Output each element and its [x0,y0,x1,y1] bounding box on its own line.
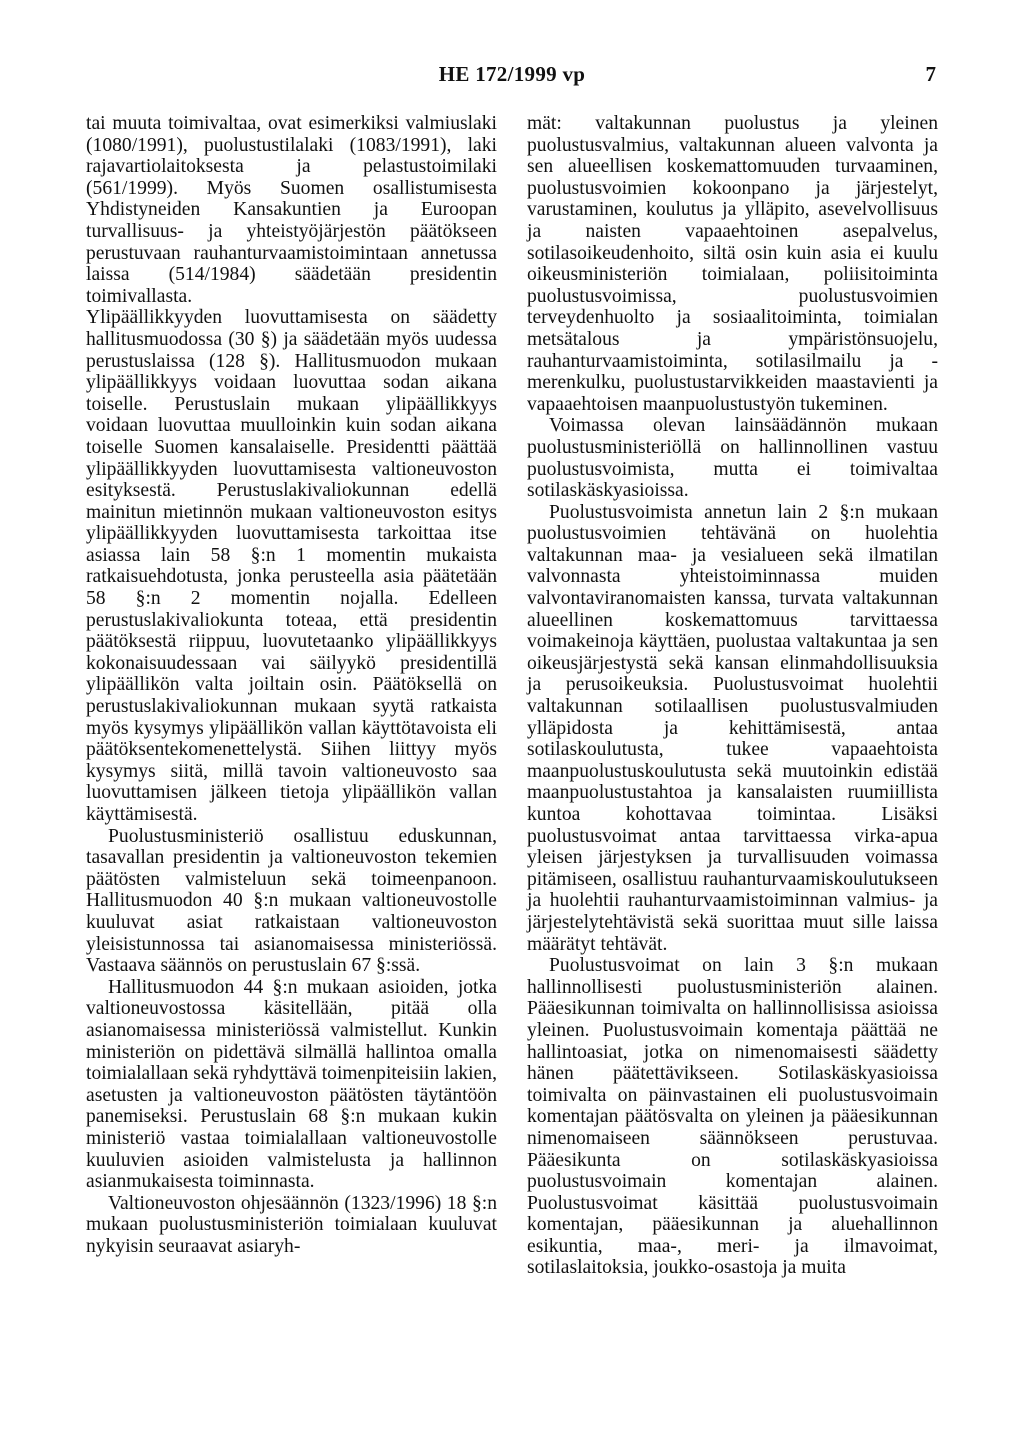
page-header [0,62,1024,92]
page-number: 7 [925,62,936,86]
paragraph: Hallitusmuodon 44 §:n mukaan asioiden, jotka valtioneuvostossa käsitellään, pitää olla asianomaisessa ministeriössä valmistellut. Kunkin ministeriön on pidettävä silmällä hallintoa omalla toimialallaan sekä ryhdyttävä toimenpiteisiin lakien, asetusten ja valtioneuvoston päätösten täytäntöön panemiseksi. Perustuslain 68 §:n mukaan kukin ministeriö vastaa toimialallaan valtioneuvostolle kuuluvien asioiden valmistelusta ja hallinnon asianmukaisesta toiminnasta. [86,976,497,1193]
paragraph: Voimassa olevan lainsäädännön mukaan puolustusministeriöllä on hallinnollinen vastuu puolustusvoimista, mutta ei toimivaltaa sotilaskäskyasioissa. [527,415,938,502]
paragraph: Puolustusministeriö osallistuu eduskunnan, tasavallan presidentin ja valtioneuvoston tekemien päätösten valmisteluun sekä toimeenpanoon. Hallitusmuodon 40 §:n mukaan valtioneuvostolle kuuluvat asiat ratkaistaan valtioneuvoston yleisistunnossa tai asianomaisessa ministeriössä. Vastaava säännös on perustuslain 67 §:ssä. [86,825,497,977]
body-columns [86,113,938,1413]
paragraph: Puolustusvoimista annetun lain 2 §:n mukaan puolustusvoimien tehtävänä on huolehtia valtakunnan maa- ja vesialueen sekä ilmatilan valvonnasta yhteistoiminnassa muiden valvontaviranomaisten kanssa, turvata valtakunnan alueellinen koskemattomuus tarvittaessa voimakeinoja käyttäen, puolustaa valtakuntaa ja sen oikeusjärjestystä sekä kansan elinmahdollisuuksia ja perusoikeuksia. Puolustusvoimat huolehtii valtakunnan sotilaallisen puolustusvalmiuden ylläpidosta ja kehittämisestä, antaa sotilaskoulutusta, tukee vapaaehtoista maanpuolustuskoulutusta sekä muutoinkin edistää maanpuolustustahtoa ja kansalaisten ruumiillista kuntoa kohottavaa toimintaa. Lisäksi puolustusvoimat antaa tarvittaessa virka-apua yleisen järjestyksen ja turvallisuuden voimassa pitämiseen, osallistuu rauhanturvaamiskoulutukseen ja huolehtii rauhanturvaamistoiminnan valmius- ja järjestelytehtävistä sekä suorittaa muut sille laissa määrätyt tehtävät. [527,501,938,955]
paragraph: mät: valtakunnan puolustus ja yleinen puolustusvalmius, valtakunnan alueen valvonta ja sen alueellisen koskemattomuuden turvaaminen, puolustusvoimien kokoonpano ja järjestelyt, varustaminen, koulutus ja ylläpito, asevelvollisuus ja naisten vapaaehtoinen asepalvelus, sotilasoikeudenhoito, siltä osin kuin asia ei kuulu oikeusministeriön toimialaan, poliisitoiminta puolustusvoimissa, puolustusvoimien terveydenhuolto ja sosiaalitoiminta, toimialan metsätalous ja ympäristönsuojelu, rauhanturvaamistoiminta, sotilasilmailu ja -merenkulku, puolustustarvikkeiden maastavienti ja vapaaehtoisen maanpuolustustyön tukeminen. [527,113,938,415]
paragraph: Valtioneuvoston ohjesäännön (1323/1996) 18 §:n mukaan puolustusministeriön toimialaan kuuluvat nykyisin seuraavat asiaryh- [86,1192,497,1257]
document-id: HE 172/1999 vp [438,62,586,86]
paragraph: tai muuta toimivaltaa, ovat esimerkiksi valmiuslaki (1080/1991), puolustustilalaki (1083/1991), laki rajavartiolaitoksesta ja pelastustoimilaki (561/1999). Myös Suomen osallistumisesta Yhdistyneiden Kansakuntien ja Euroopan turvallisuus- ja yhteistyöjärjestön päätökseen perustuvaan rauhanturvaamistoimintaan annetussa laissa (514/1984) säädetään presidentin toimivallasta. [86,113,497,307]
paragraph: Puolustusvoimat on lain 3 §:n mukaan hallinnollisesti puolustusministeriön alainen. Pääesikunnan toimivalta on hallinnollisissa asioissa yleinen. Puolustusvoimain komentaja päättää ne hallintoasiat, jotka on nimenomaisesti säädetty hänen päätettävikseen. Sotilaskäskyasioissa toimivalta on päinvastainen eli puolustusvoimain komentajan päätösvalta on yleinen ja pääesikunnan nimenomaiseen säännökseen perustuvaa. Pääesikunta on sotilaskäskyasioissa puolustusvoimain komentajan alainen. Puolustusvoimat käsittää puolustusvoimain komentajan, pääesikunnan ja aluehallinnon esikuntia, maa-, meri- ja ilmavoimat, sotilaslaitoksia, joukko-osastoja ja muita [527,955,938,1279]
left-column [86,113,497,1413]
right-column [527,113,938,1413]
paragraph: Ylipäällikkyyden luovuttamisesta on säädetty hallitusmuodossa (30 §) ja säädetään myös uudessa perustuslaissa (128 §). Hallitusmuodon mukaan ylipäällikkyys voidaan luovuttaa sodan aikana toiselle. Perustuslain mukaan ylipäällikkyys voidaan luovuttaa muulloinkin kuin sodan aikana toiselle Suomen kansalaiselle. Presidentti päättää ylipäällikkyyden luovuttamisesta valtioneuvoston esityksestä. Perustuslakivaliokunnan edellä mainitun mietinnön mukaan valtioneuvoston esitys ylipäällikkyyden luovuttamisesta tarkoittaa itse asiassa lain 58 §:n 1 momentin mukaista ratkaisuehdotusta, jonka perusteella asia päätetään 58 §:n 2 momentin nojalla. Edelleen perustuslakivaliokunta toteaa, että presidentin päätöksestä riippuu, luovutetaanko ylipäällikkyys kokonaisuudessaan vai säilyykö presidentillä ylipäällikön valta joiltain osin. Päätöksellä on perustuslakivaliokunnan mukaan syytä ratkaista myös kysymys ylipäällikön vallan käyttötavoista eli päätöksentekomenettelystä. Siihen liittyy myös kysymys siitä, millä tavoin valtioneuvosto saa luovuttamisen jälkeen tietoja ylipäällikön vallan käyttämisestä. [86,307,497,825]
